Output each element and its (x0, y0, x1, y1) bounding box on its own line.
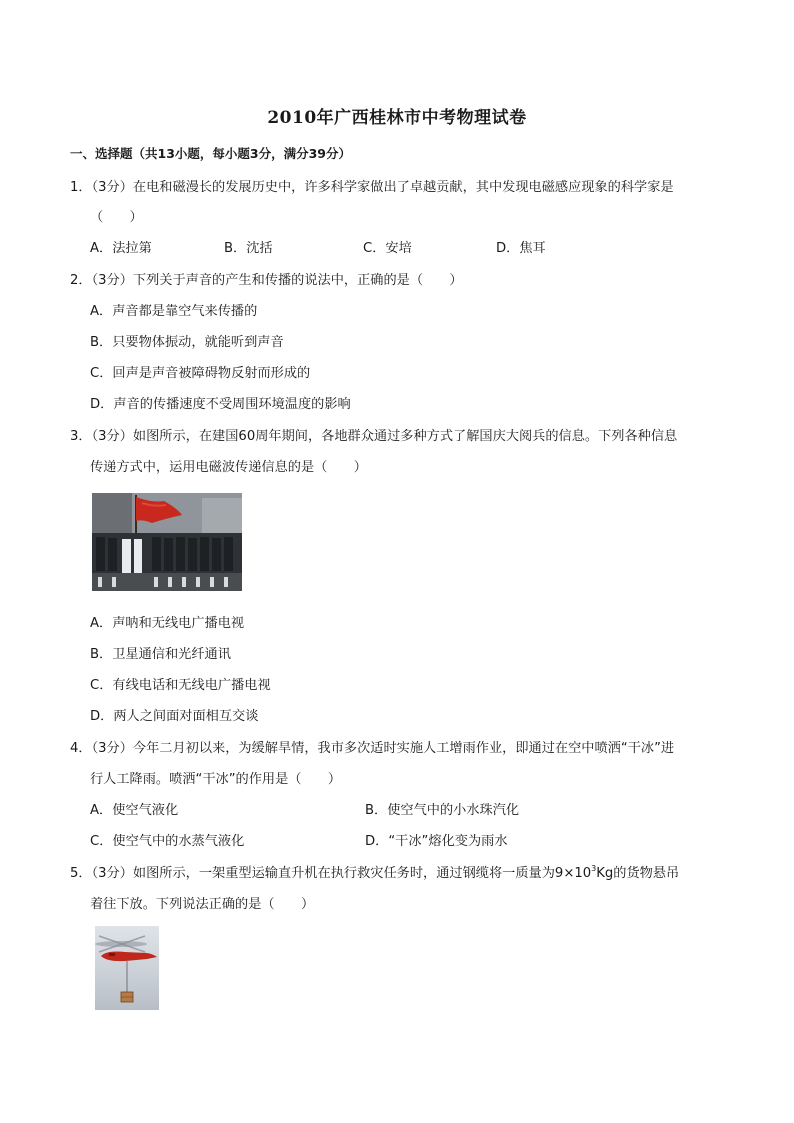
question-4-option-c: C．使空气中的水蒸气液化 (90, 834, 245, 849)
question-2-option-d: D．声音的传播速度不受周围环境温度的影响 (90, 397, 351, 412)
question-4-option-a: A．使空气液化 (90, 803, 179, 818)
question-2-option-c: C．回声是声音被障碍物反射而形成的 (90, 366, 311, 381)
question-5-exponent: 3 (591, 864, 597, 873)
question-1-bracket: （ ） (90, 210, 143, 225)
question-3-option-b: B．卫星通信和光纤通讯 (90, 647, 231, 662)
question-1-option-b: B．沈括 (224, 241, 273, 256)
question-1-text: 1．（3分）在电和磁漫长的发展历史中，许多科学家做出了卓越贡献，其中发现电磁感应现象的科学家是 (70, 180, 674, 195)
question-4-option-d: D．“干冰”熔化变为雨水 (365, 834, 508, 849)
question-3-option-c: C．有线电话和无线电广播电视 (90, 678, 271, 693)
question-5-text-cont: 着往下放。下列说法正确的是（ ） (90, 897, 315, 912)
page-title: 2010年广西桂林市中考物理试卷 (267, 108, 527, 128)
question-2-option-b: B．只要物体振动，就能听到声音 (90, 335, 284, 350)
question-5-text-b: Kg的货物悬吊 (596, 866, 680, 881)
section-heading: 一、选择题（共13小题，每小题3分，满分39分） (70, 146, 351, 161)
parade-photo (92, 493, 242, 591)
question-3-option-a: A．声呐和无线电广播电视 (90, 616, 245, 631)
question-1-option-c: C．安培 (363, 241, 412, 256)
question-3-text: 3．（3分）如图所示，在建国60周年期间，各地群众通过多种方式了解国庆大阅兵的信息。下列各种信息 (70, 429, 678, 444)
question-3-option-d: D．两人之间面对面相互交谈 (90, 709, 259, 724)
question-1-option-a: A．法拉第 (90, 241, 152, 256)
question-5-text (70, 862, 679, 881)
question-2-text: 2．（3分）下列关于声音的产生和传播的说法中，正确的是（ ） (70, 273, 463, 288)
helicopter-photo (95, 926, 159, 1010)
question-5-text-a: 5．（3分）如图所示，一架重型运输直升机在执行救灾任务时，通过钢缆将一质量为9×10 (70, 866, 592, 881)
question-3-text-cont: 传递方式中，运用电磁波传递信息的是（ ） (90, 460, 367, 475)
question-4-text: 4．（3分）今年二月初以来，为缓解旱情，我市多次适时实施人工增雨作业，即通过在空中喷洒“干冰”进 (70, 741, 675, 756)
question-4-text-cont: 行人工降雨。喷洒“干冰”的作用是（ ） (90, 772, 342, 787)
question-4-option-b: B．使空气中的小水珠汽化 (365, 803, 520, 818)
question-1-option-d: D．焦耳 (496, 241, 546, 256)
question-2-option-a: A．声音都是靠空气来传播的 (90, 304, 258, 319)
